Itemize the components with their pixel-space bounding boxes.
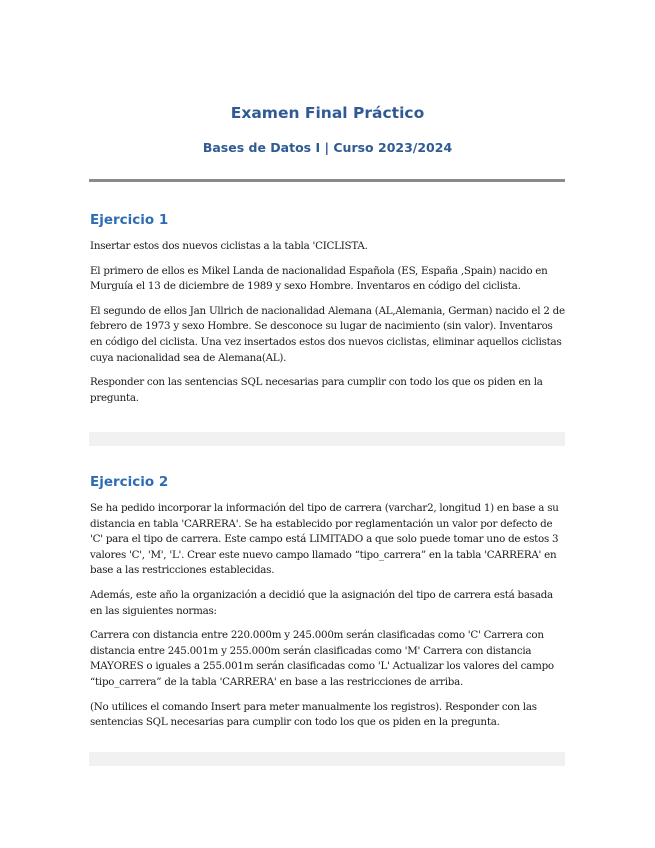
exercise-2-paragraph: (No utilices el comando Insert para meter manualmente los registros). Responder con las sentencias SQL necesarias para cumplir con todo los que os piden en la pregunta.	[90, 700, 537, 729]
exercise-1-answer-area[interactable]	[89, 432, 565, 446]
exercise-2-heading: Ejercicio 2	[90, 474, 169, 490]
exercise-1-paragraph: El segundo de ellos Jan Ullrich de nacionalidad Alemana (AL,Alemania, German) nacido el 2 de febrero de 1973 y sexo Hombre. Se desconoce su lugar de nacimiento (sin valor). Inventaros en código del ciclista. Una vez insertados estos dos nuevos ciclistas, eliminar aquellos ciclistas cuya nacionalidad sea de Alemana(AL).	[90, 304, 565, 364]
exercise-2-paragraph: Además, este año la organización a decidió que la asignación del tipo de carrera está basada en las siguientes normas:	[90, 588, 553, 617]
exercise-1	[90, 212, 566, 415]
exercise-2-paragraph: Carrera con distancia entre 220.000m y 245.000m serán clasificadas como 'C' Carrera con distancia entre 245.001m y 255.000m serán clasificadas como 'M' Carrera con distancia MAYORES o iguales a 255.001m serán clasificadas como 'L' Actualizar los valores del campo “tipo_carrera” de la tabla 'CARRERA' en base a las restricciones de arriba.	[90, 629, 554, 688]
exercise-2-paragraph: Se ha pedido incorporar la información del tipo de carrera (varchar2, longitud 1) en base a su distancia en tabla 'CARRERA'. Se ha establecido por reglamentación un valor por defecto de 'C' para el tipo de carrera. Este campo está LIMITADO a que solo puede tomar uno de estos 3 valores 'C', 'M', 'L'. Crear este nuevo campo llamado “tipo_carrera” en la tabla 'CARRERA' en base a las restricciones establecidas.	[90, 502, 559, 577]
exercise-1-paragraph: Insertar estos dos nuevos ciclistas a la tabla 'CICLISTA.	[90, 240, 368, 252]
document-subtitle: Bases de Datos I | Curso 2023/2024	[202, 140, 453, 155]
document-title: Examen Final Práctico	[230, 104, 425, 122]
exercise-2	[90, 474, 566, 740]
exercise-1-paragraph: El primero de ellos es Mikel Landa de nacionalidad Española (ES, España ,Spain) nacido en Murguía el 13 de diciembre de 1989 y sexo Hombre. Inventaros en código del ciclista.	[90, 264, 548, 293]
title-divider	[89, 179, 565, 182]
exercise-2-answer-area[interactable]	[89, 752, 565, 766]
exercise-1-paragraph: Responder con las sentencias SQL necesarias para cumplir con todo los que os piden en la pregunta.	[90, 376, 543, 404]
exercise-1-heading: Ejercicio 1	[90, 212, 169, 228]
